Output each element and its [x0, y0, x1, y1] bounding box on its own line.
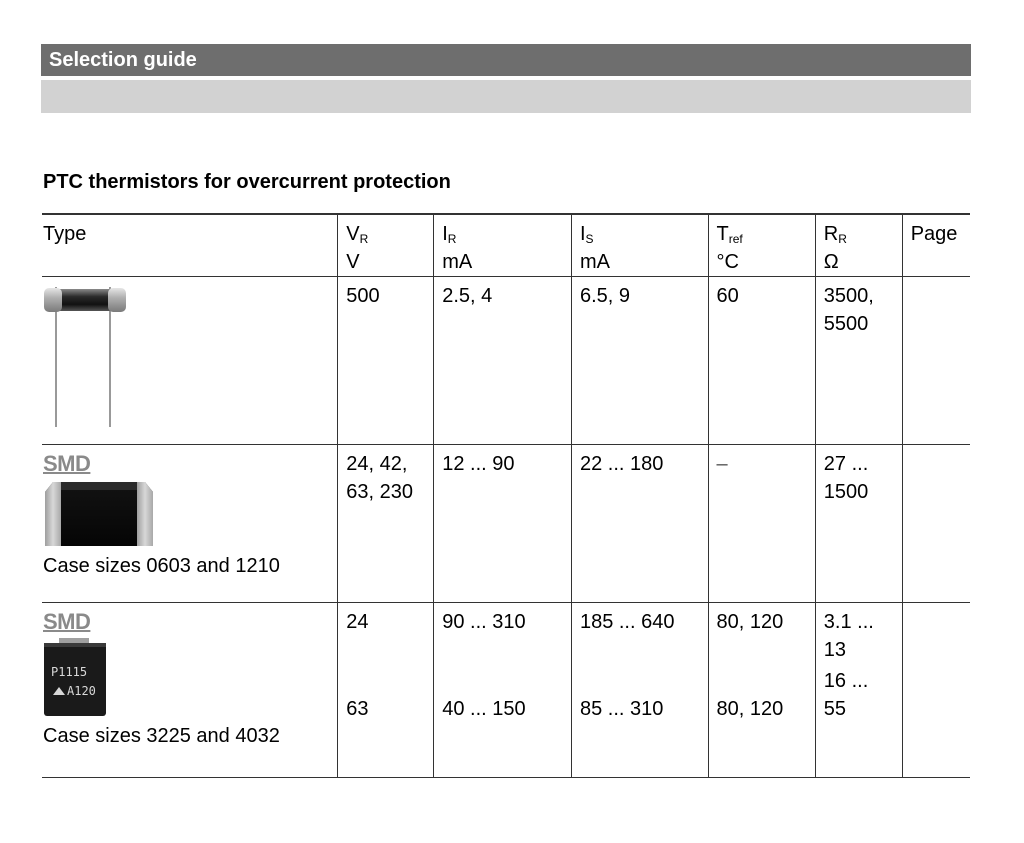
smd-link[interactable]: SMD: [43, 609, 91, 634]
table-row: [42, 603, 970, 778]
smd-chip-image: [43, 480, 155, 548]
vr-cell: 24 63: [338, 603, 434, 778]
smd-link[interactable]: SMD: [43, 451, 91, 476]
page-cell: [902, 277, 970, 445]
header-vr: $V_R$ V: [338, 214, 434, 277]
rr-cell: 3.1 ... 13 16 ... 55: [815, 603, 902, 778]
is-cell: 185 ... 640 85 ... 310: [571, 603, 708, 778]
header-type: Type: [43, 223, 87, 245]
header-is: $I_S$ mA: [571, 214, 708, 277]
header-ir: $I_R$ mA: [434, 214, 572, 277]
package-marking-line2: A120: [67, 684, 96, 698]
tref-cell: 80, 120 80, 120: [708, 603, 815, 778]
case-size-text: Case sizes 0603 and 1210: [43, 555, 280, 577]
header-bar: [41, 44, 971, 76]
sub-bar: [41, 80, 971, 113]
section-title: PTC thermistors for overcurrent protection: [43, 171, 451, 193]
header-tref: $T_{ref}$ °C: [708, 214, 815, 277]
tref-cell: –: [708, 445, 815, 603]
header-rr: $R_R$ Ω: [815, 214, 902, 277]
header-title: Selection guide: [49, 49, 197, 71]
type-cell: [42, 445, 338, 603]
is-cell: 6.5, 9: [571, 277, 708, 445]
page-cell: [902, 445, 970, 603]
tref-cell: 60: [708, 277, 815, 445]
table-header-row: [42, 214, 970, 277]
vr-cell: 24, 42, 63, 230: [338, 445, 434, 603]
leaded-thermistor-image: [43, 287, 127, 432]
ir-cell: 2.5, 4: [434, 277, 572, 445]
page-cell: [902, 603, 970, 778]
table-row: [42, 445, 970, 603]
vr-cell: 500: [338, 277, 434, 445]
rr-cell: 3500, 5500: [815, 277, 902, 445]
ir-cell: 90 ... 310 40 ... 150: [434, 603, 572, 778]
header-page: Page: [902, 214, 970, 277]
type-cell: [42, 603, 338, 778]
smd-package-image: [43, 638, 107, 718]
ir-cell: 12 ... 90: [434, 445, 572, 603]
type-cell: [42, 277, 338, 445]
is-cell: 22 ... 180: [571, 445, 708, 603]
table-row: [42, 277, 970, 445]
case-size-text: Case sizes 3225 and 4032: [43, 725, 280, 747]
selection-table: [42, 213, 970, 778]
rr-cell: 27 ... 1500: [815, 445, 902, 603]
package-marking-line1: P1115: [51, 665, 88, 679]
